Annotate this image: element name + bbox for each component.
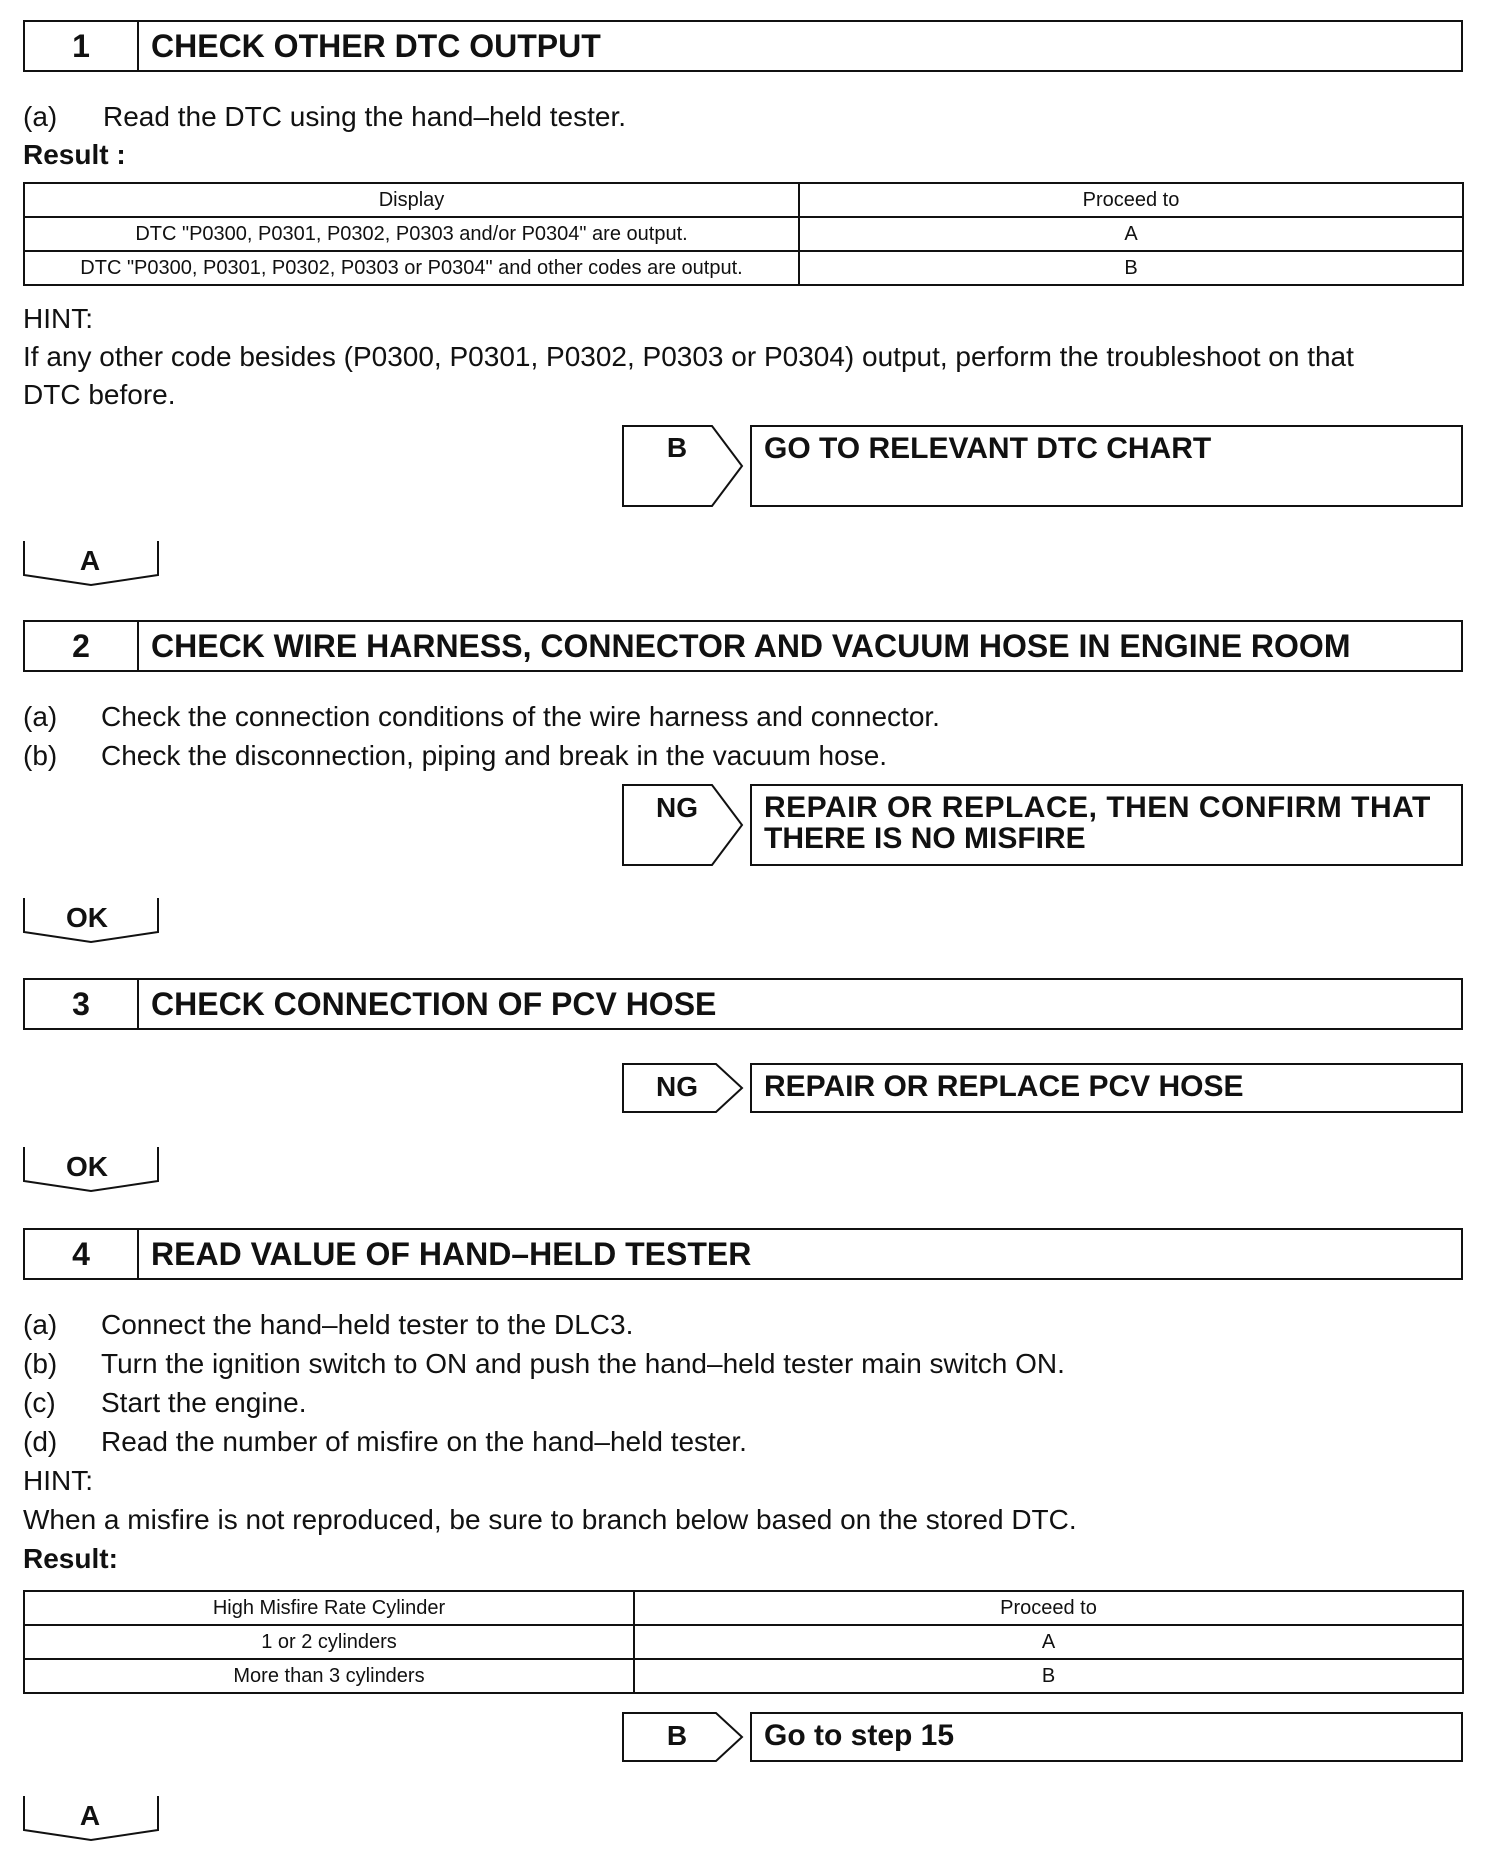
branch-action-text: Go to step 15 (764, 1719, 955, 1752)
branch-label: B (666, 432, 688, 463)
branch-label: NG (656, 792, 698, 823)
item-text: Check the connection conditions of the wire harness and connector. (101, 701, 940, 732)
hint-label: HINT: (23, 303, 93, 334)
table-cell: More than 3 cylinders (24, 1659, 634, 1693)
step-title: CHECK CONNECTION OF PCV HOSE (151, 985, 717, 1022)
item-text: Connect the hand–held tester to the DLC3. (101, 1309, 634, 1340)
table-row (24, 251, 1463, 285)
result-label: Result : (23, 139, 126, 170)
branch-action-box (750, 1063, 1463, 1113)
table-cell: B (634, 1659, 1463, 1693)
step-3-header (23, 978, 1463, 1030)
hint-label: HINT: (23, 1465, 93, 1496)
branch-action-box (750, 784, 1463, 866)
table-header: Display (24, 183, 799, 217)
table-header: Proceed to (634, 1591, 1463, 1625)
item-text: Turn the ignition switch to ON and push the hand–held tester main switch ON. (101, 1348, 1065, 1379)
continue-label: OK (66, 902, 108, 933)
table-row (24, 1659, 1463, 1693)
instruction-item (23, 739, 887, 773)
table-cell: DTC "P0300, P0301, P0302, P0303 and/or P0304" are output. (24, 217, 799, 251)
branch-action-text: GO TO RELEVANT DTC CHART (764, 432, 1212, 465)
item-label: (a) (23, 701, 58, 732)
continue-label: OK (66, 1151, 108, 1182)
step-number: 4 (25, 1230, 139, 1278)
step-number: 2 (25, 622, 139, 670)
table-header-row (24, 1591, 1463, 1625)
instruction-item (23, 1425, 747, 1459)
table-header: High Misfire Rate Cylinder (24, 1591, 634, 1625)
step-4-header (23, 1228, 1463, 1280)
step-2-header (23, 620, 1463, 672)
result-label: Result: (23, 1543, 118, 1574)
branch-action-text: REPAIR OR REPLACE, THEN CONFIRM THAT (764, 791, 1431, 824)
table-header: Proceed to (799, 183, 1463, 217)
continue-label: A (79, 545, 101, 576)
instruction-item (23, 1347, 1065, 1381)
table-cell: DTC "P0300, P0301, P0302, P0303 or P0304" and other codes are output. (24, 251, 799, 285)
step-number: 1 (25, 22, 139, 70)
instruction-item (23, 700, 940, 734)
table-cell: 1 or 2 cylinders (24, 1625, 634, 1659)
hint-text: If any other code besides (P0300, P0301, P0302, P0303 or P0304) output, perform the troubleshoot on that (23, 341, 1354, 372)
branch-action-text: REPAIR OR REPLACE PCV HOSE (764, 1070, 1244, 1103)
item-label: (d) (23, 1426, 58, 1457)
branch-action-text: THERE IS NO MISFIRE (764, 822, 1086, 855)
item-label: (c) (23, 1387, 56, 1418)
step-title: CHECK OTHER DTC OUTPUT (151, 27, 601, 64)
branch-label: NG (656, 1071, 698, 1102)
step-number: 3 (25, 980, 139, 1028)
table-cell: A (634, 1625, 1463, 1659)
hint-text: DTC before. (23, 379, 176, 410)
branch-label: B (666, 1720, 688, 1751)
step-1-header (23, 20, 1463, 72)
item-label: (a) (23, 1309, 58, 1340)
item-text: Start the engine. (101, 1387, 307, 1418)
item-label: (b) (23, 740, 58, 771)
table-row (24, 1625, 1463, 1659)
item-label: (a) (23, 101, 58, 132)
table-row (24, 217, 1463, 251)
step-title: READ VALUE OF HAND–HELD TESTER (151, 1235, 752, 1272)
item-label: (b) (23, 1348, 58, 1379)
continue-label: A (79, 1800, 101, 1831)
branch-action-box (750, 425, 1463, 507)
table-cell: A (799, 217, 1463, 251)
table-header-row (24, 183, 1463, 217)
item-text: Read the number of misfire on the hand–held tester. (101, 1426, 747, 1457)
table-cell: B (799, 251, 1463, 285)
hint-text: When a misfire is not reproduced, be sure to branch below based on the stored DTC. (23, 1504, 1077, 1535)
step-title: CHECK WIRE HARNESS, CONNECTOR AND VACUUM HOSE IN ENGINE ROOM (151, 627, 1351, 664)
instruction-item (23, 1386, 306, 1420)
branch-action-box (750, 1712, 1463, 1762)
instruction-item (23, 100, 626, 134)
instruction-item (23, 1308, 633, 1342)
result-table (23, 182, 1464, 286)
item-text: Read the DTC using the hand–held tester. (103, 101, 627, 132)
result-table (23, 1590, 1464, 1694)
item-text: Check the disconnection, piping and break in the vacuum hose. (101, 740, 888, 771)
